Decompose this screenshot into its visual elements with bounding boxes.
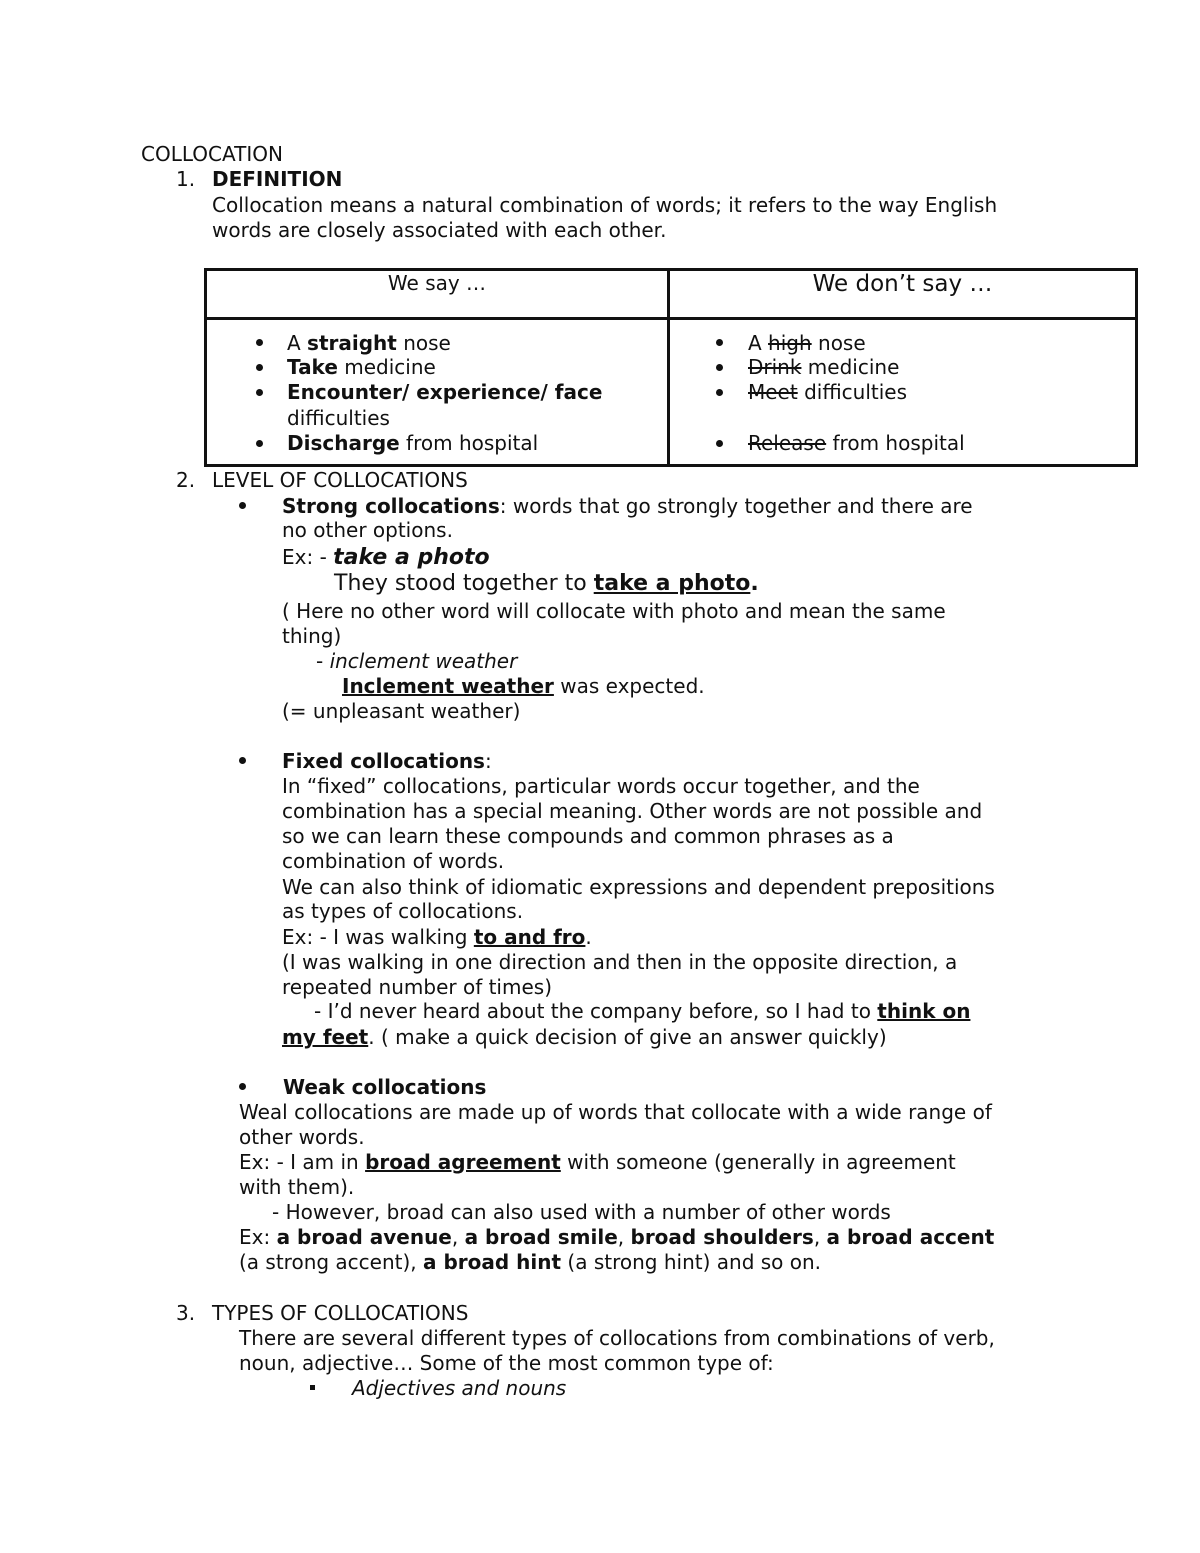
list-item: A straight nose	[287, 331, 451, 355]
bullet-icon	[716, 339, 723, 346]
list-item: Encounter/ experience/ face	[287, 380, 603, 404]
we-say-list	[207, 320, 667, 464]
strong-note-2: thing)	[282, 624, 342, 648]
section-2-number: 2.	[176, 468, 196, 492]
strong-example-1: Ex: - take a photo	[282, 545, 490, 570]
bullet-icon	[256, 339, 263, 346]
weak-collocations-title: Weak collocations	[283, 1075, 487, 1099]
strong-note-1: ( Here no other word will collocate with photo and mean the same	[282, 599, 946, 623]
list-item: Take medicine	[287, 355, 436, 379]
table-header-we-dont-say: We don’t say …	[669, 270, 1137, 319]
table-header-we-say: We say …	[206, 270, 669, 319]
fixed-p4: combination of words.	[282, 849, 505, 873]
fixed-p2: combination has a special meaning. Other words are not possible and	[282, 799, 983, 823]
bullet-icon	[716, 440, 723, 447]
strong-note-3: (= unpleasant weather)	[282, 699, 521, 723]
bullet-icon	[239, 1083, 246, 1090]
weak-example-1: Ex: - I am in broad agreement with someone (generally in agreement	[239, 1150, 956, 1174]
fixed-example-2: - I’d never heard about the company before, so I had to think on	[314, 999, 971, 1023]
fixed-p5: We can also think of idiomatic expressions and dependent prepositions	[282, 875, 995, 899]
section-3-heading: TYPES OF COLLOCATIONS	[212, 1301, 469, 1325]
bullet-icon	[256, 440, 263, 447]
fixed-p3: so we can learn these compounds and common phrases as a	[282, 824, 894, 848]
bullet-icon	[239, 502, 246, 509]
list-item: Meet difficulties	[748, 380, 908, 404]
list-item: Discharge from hospital	[287, 431, 539, 455]
definition-line-2: words are closely associated with each other.	[212, 218, 667, 242]
bullet-icon	[716, 389, 723, 396]
fixed-p6: as types of collocations.	[282, 899, 524, 923]
weak-line-2: - However, broad can also used with a number of other words	[272, 1200, 891, 1224]
fixed-note-1: (I was walking in one direction and then in the opposite direction, a	[282, 950, 958, 974]
strong-example-2: - inclement weather	[316, 649, 518, 673]
section-3-number: 3.	[176, 1301, 196, 1325]
collocation-comparison-table	[204, 268, 1138, 467]
fixed-p1: In “fixed” collocations, particular words occur together, and the	[282, 774, 920, 798]
weak-p2: other words.	[239, 1125, 365, 1149]
square-bullet-icon	[310, 1385, 315, 1390]
list-item: A high nose	[748, 331, 866, 355]
weak-example-1-cont: with them).	[239, 1175, 355, 1199]
fixed-example-2-cont: my feet. ( make a quick decision of give an answer quickly)	[282, 1025, 887, 1049]
types-item-adjectives-nouns: Adjectives and nouns	[352, 1376, 567, 1400]
weak-line-4: (a strong accent), a broad hint (a strong hint) and so on.	[239, 1250, 822, 1274]
document-title: COLLOCATION	[141, 142, 283, 166]
fixed-collocations-title: Fixed collocations:	[282, 749, 492, 773]
list-item: Drink medicine	[748, 355, 900, 379]
bullet-icon	[256, 389, 263, 396]
weak-p1: Weal collocations are made up of words that collocate with a wide range of	[239, 1100, 992, 1124]
section-2-heading: LEVEL OF COLLOCATIONS	[212, 468, 468, 492]
strong-example-2-sentence: Inclement weather was expected.	[342, 674, 705, 698]
weak-line-3: Ex: a broad avenue, a broad smile, broad shoulders, a broad accent	[239, 1225, 995, 1249]
types-p2: noun, adjective… Some of the most common type of:	[239, 1351, 774, 1375]
fixed-note-2: repeated number of times)	[282, 975, 552, 999]
definition-line-1: Collocation means a natural combination of words; it refers to the way English	[212, 193, 998, 217]
we-dont-say-list	[670, 320, 1135, 464]
bullet-icon	[716, 364, 723, 371]
section-1-number: 1.	[176, 167, 196, 191]
strong-collocations-title: Strong collocations: words that go strongly together and there are	[282, 494, 973, 518]
list-item-continuation: difficulties	[287, 406, 390, 430]
section-1-heading: DEFINITION	[212, 167, 343, 191]
strong-example-sentence: They stood together to take a photo.	[334, 571, 759, 596]
strong-line-2: no other options.	[282, 518, 453, 542]
list-item: Release from hospital	[748, 431, 965, 455]
bullet-icon	[239, 757, 246, 764]
bullet-icon	[256, 364, 263, 371]
fixed-example-1: Ex: - I was walking to and fro.	[282, 925, 592, 949]
types-p1: There are several different types of collocations from combinations of verb,	[239, 1326, 995, 1350]
